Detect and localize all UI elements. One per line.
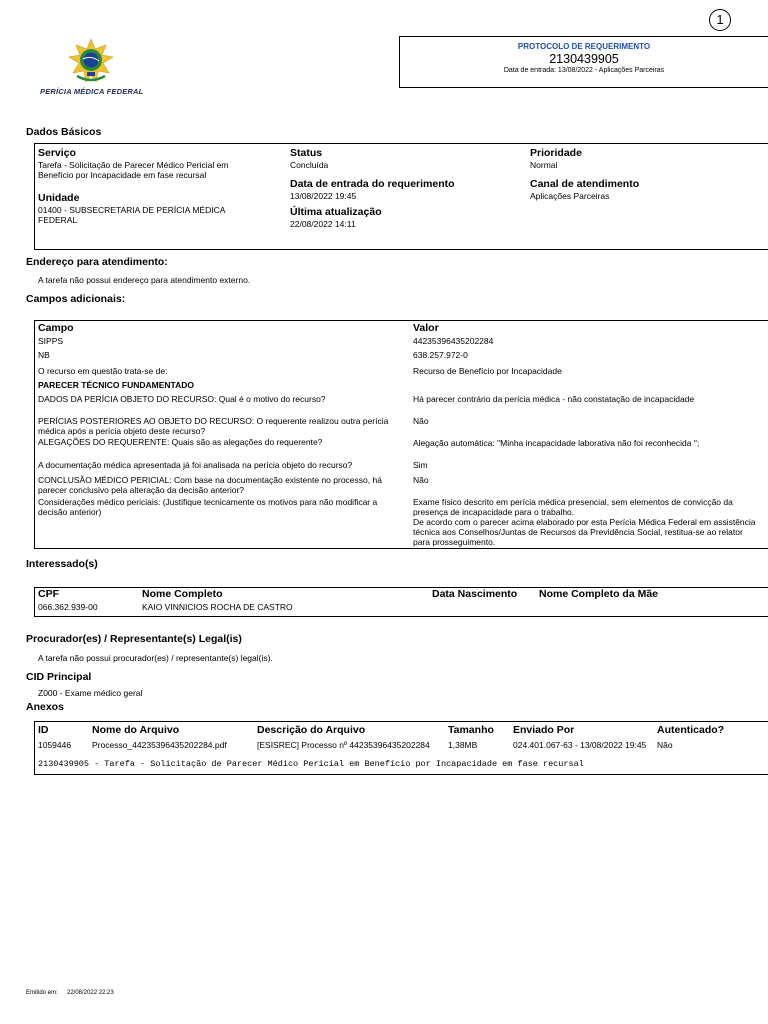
emitido-label: Emitido em: xyxy=(26,990,58,996)
prioridade-value: Normal xyxy=(530,160,558,170)
campo-row-8: A documentação médica apresentada já foi analisada na perícia objeto do recurso? xyxy=(38,460,353,470)
campo-row-1: SIPPS xyxy=(38,336,64,346)
valor-row-2: 638.257.972-0 xyxy=(413,350,468,360)
interessados-col-mae: Nome Completo da Mãe xyxy=(539,588,659,600)
anexo-nome-arquivo[interactable]: Processo_44235396435202284.pdf xyxy=(92,740,227,750)
anexos-col-nome: Nome do Arquivo xyxy=(92,724,180,736)
valor-row-5: Há parecer contrário da perícia médica - não constatação de incapacidade xyxy=(413,394,695,404)
anexos-col-tamanho: Tamanho xyxy=(448,724,494,736)
campo-row-5: DADOS DA PERÍCIA OBJETO DO RECURSO: Qual é o motivo do recurso? xyxy=(38,394,326,404)
servico-label: Serviço xyxy=(38,147,76,159)
procuradores-text: A tarefa não possui procurador(es) / representante(s) legal(is). xyxy=(38,653,273,663)
anexo-enviado: 024.401.067-63 - 13/08/2022 19:45 xyxy=(513,740,647,750)
anexos-col-id: ID xyxy=(38,724,49,736)
logo xyxy=(40,38,150,98)
anexo-descricao: [ESISREC] Processo nº 44235396435202284 xyxy=(257,740,430,750)
emitido-value: 22/08/2022 22:23 xyxy=(67,990,114,996)
canal-value: Aplicações Parceiras xyxy=(530,191,610,201)
valor-row-1: 44235396435202284 xyxy=(413,336,494,346)
dados-basicos-heading: Dados Básicos xyxy=(26,126,102,138)
cid-heading: CID Principal xyxy=(26,671,92,683)
canal-label: Canal de atendimento xyxy=(530,178,640,190)
campo-row-4: PARECER TÉCNICO FUNDAMENTADO xyxy=(38,380,194,390)
unidade-value: 01400 - SUBSECRETARIA DE PERÍCIA MÉDICA FEDERAL xyxy=(38,205,225,225)
interessados-col-nascimento: Data Nascimento xyxy=(432,588,518,600)
campo-row-10: Considerações médico periciais: (Justifique tecnicamente os motivos para não modificar a decisão anterior) xyxy=(38,497,378,517)
valor-row-8: Sim xyxy=(413,460,428,470)
valor-row-3: Recurso de Benefício por Incapacidade xyxy=(413,366,562,376)
status-value: Concluída xyxy=(290,160,329,170)
protocol-entry-date: Data de entrada: 13/08/2022 - Aplicações Parceiras xyxy=(503,67,665,74)
campo-row-9: CONCLUSÃO MÉDICO PERICIAL: Com base na documentação existente no processo, há parecer conclusivo pela alteração da decisão anterior? xyxy=(38,475,382,495)
campos-col-valor: Valor xyxy=(413,322,439,334)
procuradores-heading: Procurador(es) / Representante(s) Legal(is) xyxy=(26,633,242,645)
valor-row-10: Exame físico descrito em perícia médica presencial, sem elementos de convicção da presença de incapacidade para o trabalho. De acordo com o parecer acima elaborado por esta Perícia Médica Federal em assistência técnica aos Conselhos/Juntas de Recursos da Previdência Social, restitua-se ao relator para prosseguimento. xyxy=(413,497,756,547)
endereco-text: A tarefa não possui endereço para atendimento externo. xyxy=(38,275,251,285)
campo-row-6: PERÍCIAS POSTERIORES AO OBJETO DO RECURSO: O requerente realizou outra perícia médica após a perícia objeto deste recurso? xyxy=(38,416,389,436)
unidade-label: Unidade xyxy=(38,192,80,204)
cid-text: Z000 - Exame médico geral xyxy=(38,688,143,698)
anexos-col-enviado: Enviado Por xyxy=(513,724,575,736)
anexos-heading: Anexos xyxy=(26,701,64,713)
ultima-atualizacao-value: 22/08/2022 14:11 xyxy=(290,219,356,229)
data-entrada-value: 13/08/2022 19:45 xyxy=(290,191,357,201)
anexo-autenticado: Não xyxy=(657,740,673,750)
anexo-protocolo-line: 2130439905 - Tarefa - Solicitação de Parecer Médico Pericial em Benefício por Incapacidade em fase recursal xyxy=(38,759,584,769)
protocol-box xyxy=(399,36,768,88)
ultima-atualizacao-label: Última atualização xyxy=(290,206,382,218)
campos-heading: Campos adicionais: xyxy=(26,293,126,305)
campo-row-7: ALEGAÇÕES DO REQUERENTE: Quais são as alegações do requerente? xyxy=(38,437,323,447)
interessados-heading: Interessado(s) xyxy=(26,558,98,570)
valor-row-9: Não xyxy=(413,475,429,485)
anexo-id: 1059446 xyxy=(38,740,72,750)
brasao-emblem-icon xyxy=(65,38,117,86)
valor-row-7: Alegação automática: "Minha incapacidade laborativa não foi reconhecida "; xyxy=(413,438,700,448)
interessado-cpf: 066.362.939-00 xyxy=(38,602,98,612)
interessados-col-nome: Nome Completo xyxy=(142,588,223,600)
logo-text: PERÍCIA MÉDICA FEDERAL xyxy=(40,87,144,96)
anexos-col-autenticado: Autenticado? xyxy=(657,724,725,736)
campo-row-3: O recurso em questão trata-se de: xyxy=(38,366,168,376)
page-number: 1 xyxy=(709,9,731,31)
endereco-heading: Endereço para atendimento: xyxy=(26,256,168,268)
servico-value: Tarefa - Solicitação de Parecer Médico Pericial em Benefício por Incapacidade em fase recursal xyxy=(38,160,229,180)
campos-col-campo: Campo xyxy=(38,322,74,334)
valor-row-6: Não xyxy=(413,416,429,426)
protocol-title: PROTOCOLO DE REQUERIMENTO xyxy=(517,42,651,51)
campo-row-2: NB xyxy=(38,350,50,360)
anexos-col-descricao: Descrição do Arquivo xyxy=(257,724,366,736)
data-entrada-label: Data de entrada do requerimento xyxy=(290,178,455,190)
prioridade-label: Prioridade xyxy=(530,147,582,159)
anexo-tamanho: 1,38MB xyxy=(448,740,478,750)
interessados-col-cpf: CPF xyxy=(38,588,59,600)
status-label: Status xyxy=(290,147,323,159)
interessado-nome: KAIO VINNICIOS ROCHA DE CASTRO xyxy=(142,602,293,612)
protocol-number: 2130439905 xyxy=(549,52,619,66)
